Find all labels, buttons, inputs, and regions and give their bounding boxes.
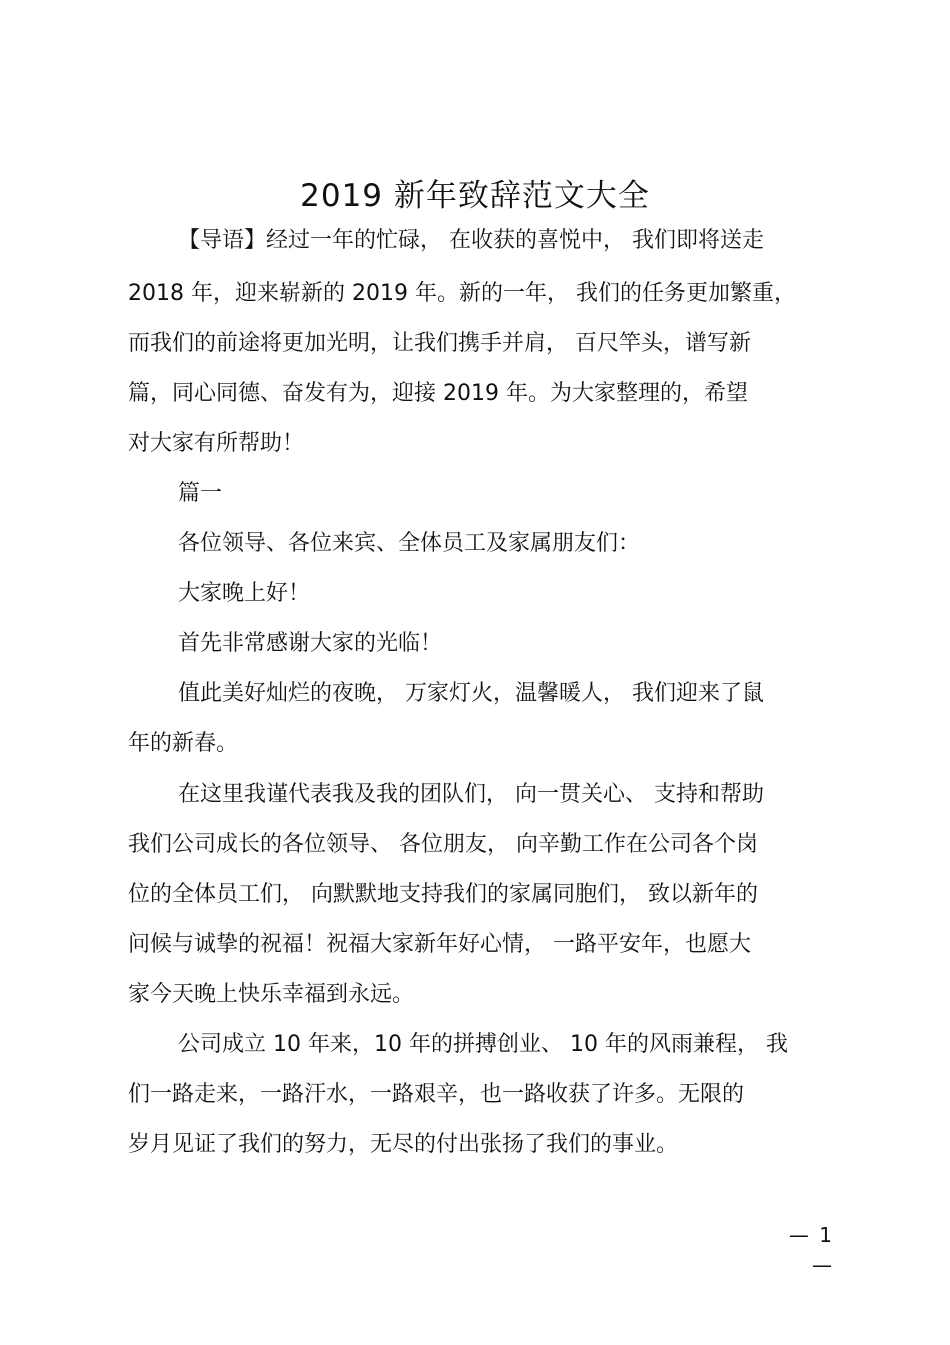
paragraph-line: 首先非常感谢大家的光临！ (178, 631, 443, 656)
document-title: 2019 新年致辞范文大全 (300, 178, 650, 214)
paragraph-line: 在这里我谨代表我及我的团队们， 向一贯关心、 支持和帮助 (178, 782, 764, 807)
paragraph-line: 年的新春。 (128, 731, 239, 756)
paragraph-line: 公司成立 10 年来，10 年的拼搏创业、 10 年的风雨兼程， 我 (178, 1032, 788, 1057)
paragraph-line: 们一路走来，一路汗水，一路艰辛，也一路收获了许多。无限的 (128, 1082, 745, 1107)
paragraph-line: 篇，同心同德、奋发有为，迎接 2019 年。为大家整理的，希望 (128, 381, 748, 406)
greeting-line: 大家晚上好！ (178, 581, 311, 606)
paragraph-line: 我们公司成长的各位领导、 各位朋友， 向辛勤工作在公司各个岗 (128, 832, 758, 857)
paragraph-line: 值此美好灿烂的夜晚， 万家灯火，温馨暖人， 我们迎来了鼠 (178, 681, 764, 706)
salutation-line: 各位领导、各位来宾、全体员工及家属朋友们： (178, 531, 641, 556)
paragraph-line: 岁月见证了我们的努力，无尽的付出张扬了我们的事业。 (128, 1132, 679, 1157)
paragraph-line: 位的全体员工们， 向默默地支持我们的家属同胞们， 致以新年的 (128, 882, 758, 907)
page-number: — 1 — (788, 1223, 834, 1277)
paragraph-line: 对大家有所帮助！ (128, 431, 305, 456)
paragraph-line: 问候与诚挚的祝福！祝福大家新年好心情， 一路平安年，也愿大 (128, 932, 751, 957)
section-heading: 篇一 (178, 481, 223, 506)
paragraph-line: 而我们的前途将更加光明，让我们携手并肩， 百尺竿头，谱写新 (128, 331, 751, 356)
paragraph-line: 【导语】经过一年的忙碌， 在收获的喜悦中， 我们即将送走 (178, 228, 764, 253)
paragraph-line: 2018 年，迎来崭新的 2019 年。新的一年， 我们的任务更加繁重， (128, 281, 796, 306)
paragraph-line: 家今天晚上快乐幸福到永远。 (128, 982, 415, 1007)
